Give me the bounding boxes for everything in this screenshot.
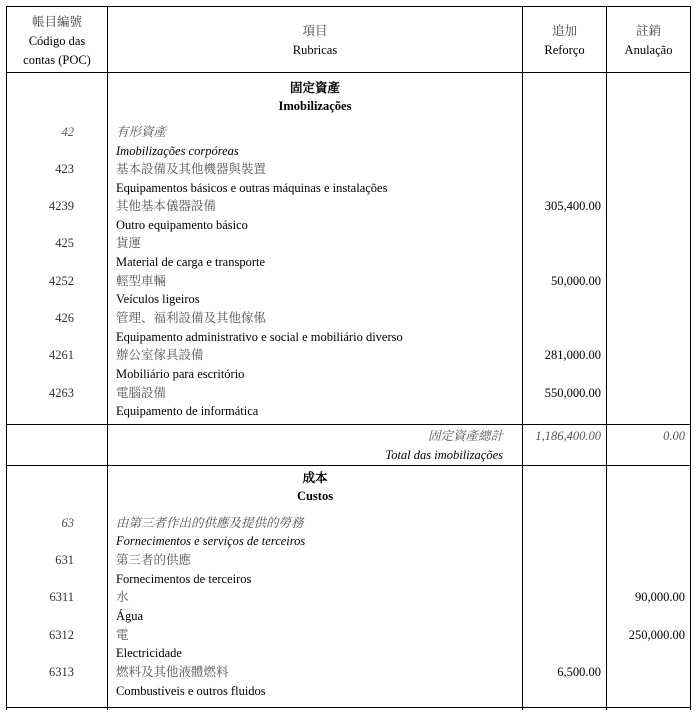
section1-title-pt: Imobilizações xyxy=(278,99,352,113)
section2-title-zh: 成本 xyxy=(302,471,328,485)
header-reforco xyxy=(523,22,606,60)
row-code: 4252 xyxy=(49,274,74,288)
row-reforco: 50,000.00 xyxy=(551,274,601,288)
row-code: 42 xyxy=(61,125,74,139)
row-desc-pt: Veículos ligeiros xyxy=(116,292,200,306)
row-desc-zh: 貨運 xyxy=(116,236,142,250)
row-reforco: 550,000.00 xyxy=(544,386,601,400)
header-code xyxy=(7,13,107,70)
row-desc-pt: Equipamento de informática xyxy=(116,404,259,418)
total-top-border xyxy=(6,424,691,425)
total-label-zh: 固定資產總計 xyxy=(427,429,503,443)
row-desc-zh: 輕型車輛 xyxy=(116,274,167,288)
row-code: 4263 xyxy=(49,386,74,400)
header-anulacao-zh: 註銷 xyxy=(635,24,661,38)
row-anulacao: 250,000.00 xyxy=(628,628,685,642)
table-top-border xyxy=(6,6,691,7)
row-desc-zh: 電腦設備 xyxy=(116,386,167,400)
row-desc-zh: 水 xyxy=(116,590,129,604)
header-reforco-zh: 追加 xyxy=(551,24,577,38)
row-code: 423 xyxy=(55,162,74,176)
total-label-pt: Total das imobilizações xyxy=(385,448,503,462)
row-desc-pt: Imobilizações corpóreas xyxy=(116,144,239,158)
row-desc-pt: Outro equipamento básico xyxy=(116,218,248,232)
row-desc-pt: Electricidade xyxy=(116,646,182,660)
row-desc-zh: 第三者的供應 xyxy=(116,553,192,567)
header-anulacao xyxy=(607,22,690,60)
row-desc-pt: Equipamentos básicos e outras máquinas e instalações xyxy=(116,181,388,195)
row-code: 4261 xyxy=(49,348,74,362)
header-rubric xyxy=(108,22,522,60)
section1-title-zh: 固定資產 xyxy=(289,81,340,95)
row-code: 63 xyxy=(61,516,74,530)
row-code: 6313 xyxy=(49,665,74,679)
row-desc-pt: Equipamento administrativo e social e mobiliário diverso xyxy=(116,330,403,344)
total-anulacao: 0.00 xyxy=(663,429,685,443)
table-right-border xyxy=(690,6,691,710)
row-reforco: 6,500.00 xyxy=(557,665,601,679)
row-reforco: 281,000.00 xyxy=(544,348,601,362)
row-code: 425 xyxy=(55,236,74,250)
row-desc-pt: Mobiliário para escritório xyxy=(116,367,245,381)
total-reforco: 1,186,400.00 xyxy=(535,429,601,443)
header-bottom-border xyxy=(6,72,691,73)
row-code: 6311 xyxy=(49,590,74,604)
row-desc-pt: Fornecimentos de terceiros xyxy=(116,572,252,586)
row-desc-pt: Fornecimentos e serviços de terceiros xyxy=(116,534,306,548)
row-desc-zh: 有形資產 xyxy=(116,125,167,139)
row-desc-zh: 由第三者作出的供應及提供的勞務 xyxy=(116,516,304,530)
header-anulacao-pt: Anulação xyxy=(624,43,673,57)
header-code-pt-2: contas (POC) xyxy=(23,53,91,67)
table-bottom-border xyxy=(6,707,691,708)
row-desc-pt: Material de carga e transporte xyxy=(116,255,265,269)
row-reforco: 305,400.00 xyxy=(544,199,601,213)
row-code: 6312 xyxy=(49,628,74,642)
row-desc-zh: 電 xyxy=(116,628,129,642)
row-desc-zh: 管理、福利設備及其他傢俬 xyxy=(116,311,267,325)
header-code-pt-1: Código das xyxy=(28,34,86,48)
row-anulacao: 90,000.00 xyxy=(635,590,685,604)
header-reforco-pt: Reforço xyxy=(544,43,585,57)
row-code: 4239 xyxy=(49,199,74,213)
row-code: 426 xyxy=(55,311,74,325)
row-code: 631 xyxy=(55,553,74,567)
row-desc-pt: Combustíveis e outros fluidos xyxy=(116,684,266,698)
row-desc-pt: Água xyxy=(116,609,144,623)
row-desc-zh: 其他基本儀器設備 xyxy=(116,199,217,213)
header-rubric-pt: Rubricas xyxy=(292,43,338,57)
section2-title-pt: Custos xyxy=(296,489,334,503)
row-desc-zh: 辦公室傢具設備 xyxy=(116,348,204,362)
row-desc-zh: 燃料及其他液體燃料 xyxy=(116,665,229,679)
header-rubric-zh: 項目 xyxy=(302,24,328,38)
row-desc-zh: 基本設備及其他機器與裝置 xyxy=(116,162,267,176)
header-code-zh: 帳目編號 xyxy=(31,15,82,29)
total-bottom-border xyxy=(6,465,691,466)
